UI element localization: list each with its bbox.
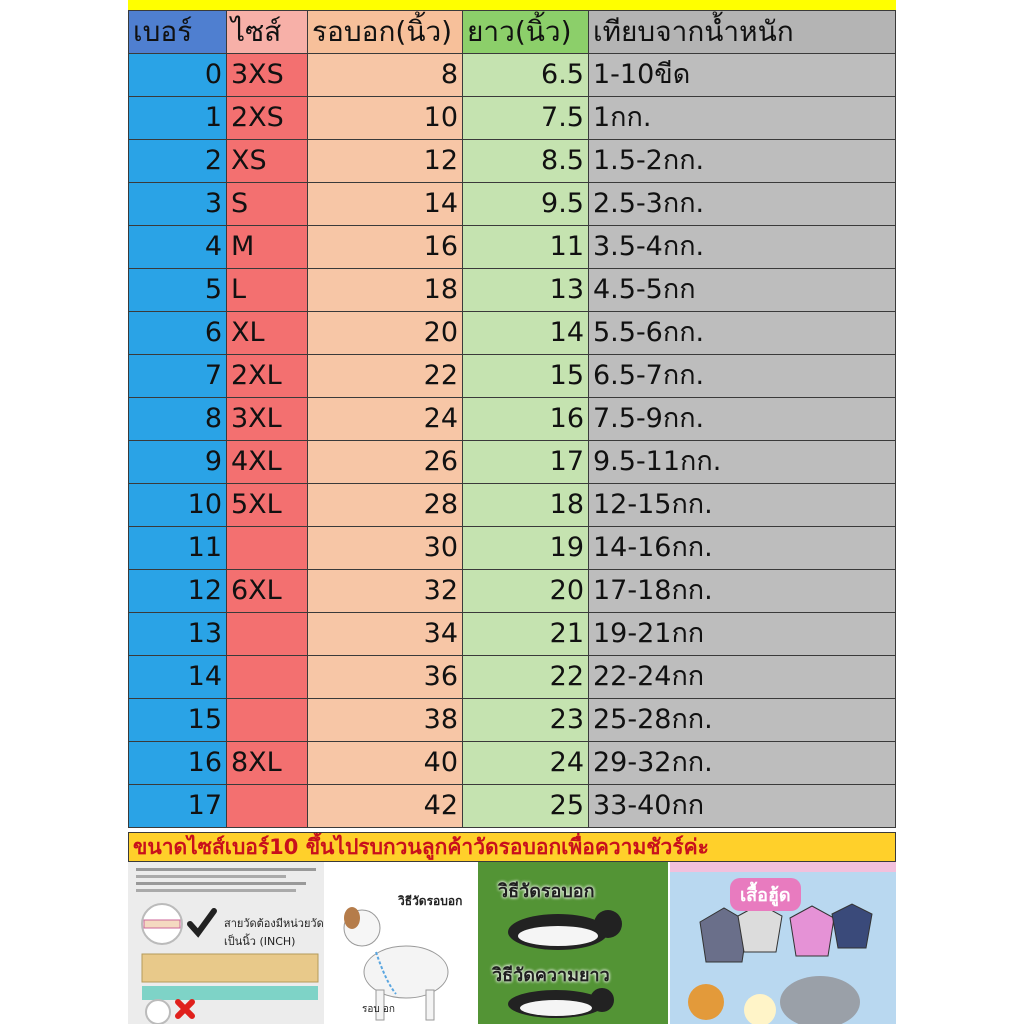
table-row [129,226,896,269]
cell-size: 3XL [227,398,308,441]
cell-size: 2XL [227,355,308,398]
header-size: ไซส์ [227,11,308,54]
chest-method-label: วิธีวัดรอบอก [498,881,595,902]
cell-chest: 10 [308,97,463,140]
cell-chest: 14 [308,183,463,226]
cell-length: 20 [463,570,589,613]
cell-length: 23 [463,699,589,742]
table-header-row [129,11,896,54]
cell-number: 0 [129,54,227,97]
cell-weight: 3.5-4กก. [589,226,896,269]
header-length: ยาว(นิ้ว) [463,11,589,54]
cell-size: 2XS [227,97,308,140]
cell-size: 3XS [227,54,308,97]
info-panels [128,862,896,1024]
cell-length: 19 [463,527,589,570]
cell-size: 5XL [227,484,308,527]
cell-length: 14 [463,312,589,355]
cell-size: S [227,183,308,226]
dog-chest-panel [326,862,476,1024]
cell-weight: 17-18กก. [589,570,896,613]
cell-chest: 28 [308,484,463,527]
table-row [129,183,896,226]
cell-number: 6 [129,312,227,355]
cell-chest: 32 [308,570,463,613]
hoodie-label: เสื้อฮู้ด [730,878,801,911]
cell-weight: 25-28กก. [589,699,896,742]
chest-method-title: วิธีวัดรอบอก [398,894,463,908]
cell-size: XS [227,140,308,183]
header-weight: เทียบจากน้ำหนัก [589,11,896,54]
cell-number: 4 [129,226,227,269]
cell-weight: 6.5-7กก. [589,355,896,398]
table-row [129,140,896,183]
cell-weight: 2.5-3กก. [589,183,896,226]
cell-weight: 19-21กก [589,613,896,656]
cell-length: 22 [463,656,589,699]
cell-number: 14 [129,656,227,699]
table-row [129,441,896,484]
cell-length: 25 [463,785,589,828]
tape-ok-caption: สายวัดต้องมีหน่วยวัด เป็นนิ้ว (INCH) [224,917,324,948]
cell-number: 17 [129,785,227,828]
cell-weight: 5.5-6กก. [589,312,896,355]
table-row [129,570,896,613]
cell-number: 16 [129,742,227,785]
cell-size: 4XL [227,441,308,484]
cell-length: 9.5 [463,183,589,226]
cell-weight: 12-15กก. [589,484,896,527]
cell-length: 18 [463,484,589,527]
cell-chest: 12 [308,140,463,183]
cell-weight: 1-10ขีด [589,54,896,97]
dog-illustration [326,862,476,1024]
size-chart-table [128,10,896,828]
cell-number: 2 [129,140,227,183]
cell-chest: 30 [308,527,463,570]
length-method-label: วิธีวัดความยาว [492,965,610,986]
cell-length: 8.5 [463,140,589,183]
cell-chest: 38 [308,699,463,742]
cell-chest: 40 [308,742,463,785]
cell-size [227,656,308,699]
cell-chest: 16 [308,226,463,269]
hoodie-panel [670,862,896,1024]
table-body [129,54,896,828]
table-row [129,398,896,441]
cell-weight: 1กก. [589,97,896,140]
chest-tag: รอบ อก [362,1004,395,1015]
cell-chest: 42 [308,785,463,828]
cell-length: 15 [463,355,589,398]
cell-number: 1 [129,97,227,140]
table-row [129,699,896,742]
header-number: เบอร์ [129,11,227,54]
cell-weight: 33-40กก [589,785,896,828]
cell-size [227,613,308,656]
cell-length: 6.5 [463,54,589,97]
cell-weight: 4.5-5กก [589,269,896,312]
cell-number: 9 [129,441,227,484]
measure-note: ขนาดไซส์เบอร์10 ขึ้นไปรบกวนลูกค้าวัดรอบอกเพื่อความชัวร์ค่ะ [128,832,896,862]
cell-chest: 26 [308,441,463,484]
cell-number: 15 [129,699,227,742]
cell-length: 7.5 [463,97,589,140]
cell-weight: 29-32กก. [589,742,896,785]
cell-size [227,699,308,742]
cell-length: 17 [463,441,589,484]
cell-length: 16 [463,398,589,441]
cell-chest: 36 [308,656,463,699]
cell-size: 6XL [227,570,308,613]
cell-length: 24 [463,742,589,785]
cell-length: 11 [463,226,589,269]
table-row [129,527,896,570]
cell-number: 13 [129,613,227,656]
table-row [129,269,896,312]
cell-size [227,785,308,828]
cell-number: 8 [129,398,227,441]
cell-number: 12 [129,570,227,613]
cell-size: M [227,226,308,269]
cell-chest: 22 [308,355,463,398]
cell-weight: 9.5-11กก. [589,441,896,484]
cell-weight: 7.5-9กก. [589,398,896,441]
cell-weight: 22-24กก [589,656,896,699]
table-row [129,742,896,785]
cell-size: XL [227,312,308,355]
cell-length: 21 [463,613,589,656]
cell-size: L [227,269,308,312]
cell-chest: 18 [308,269,463,312]
cell-number: 5 [129,269,227,312]
cell-number: 10 [129,484,227,527]
cell-size: 8XL [227,742,308,785]
table-row [129,54,896,97]
table-row [129,785,896,828]
table-row [129,613,896,656]
tape-measure-panel [128,862,324,1024]
table-row [129,355,896,398]
header-chest: รอบอก(นิ้ว) [308,11,463,54]
cell-weight: 14-16กก. [589,527,896,570]
cell-chest: 20 [308,312,463,355]
table-row [129,484,896,527]
cell-number: 3 [129,183,227,226]
table-row [129,312,896,355]
cell-chest: 34 [308,613,463,656]
cell-length: 13 [463,269,589,312]
cell-number: 7 [129,355,227,398]
cell-weight: 1.5-2กก. [589,140,896,183]
cell-size [227,527,308,570]
cell-number: 11 [129,527,227,570]
cat-measure-panel [478,862,668,1024]
cell-chest: 8 [308,54,463,97]
table-row [129,656,896,699]
cell-chest: 24 [308,398,463,441]
table-row [129,97,896,140]
